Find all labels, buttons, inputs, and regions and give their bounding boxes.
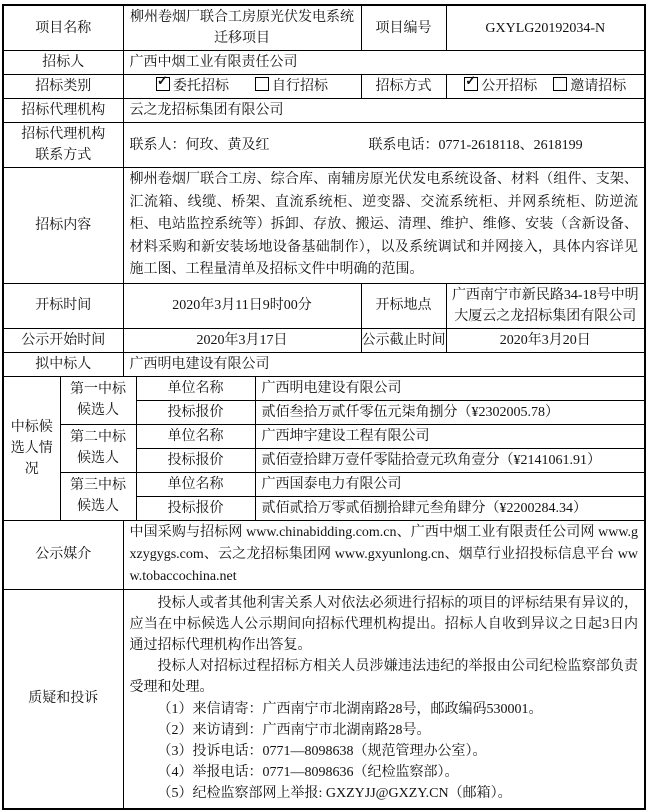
- opening-place-value: 广西南宁市新民路34-18号中明大厦云之龙招标集团有限公司: [446, 283, 645, 328]
- candidate-1-name-value: 广西明电建设有限公司: [255, 376, 645, 400]
- proposed-winner-value: 广西明电建设有限公司: [123, 352, 645, 376]
- complaint-paragraph: 投标人或者其他利害关系人对依法必须进行招标的项目的评标结果有异议的，应当在中标候选人公示期间向招标代理机构提出。招标人自收到异议之日起3日内通过招标代理机构作出答复。: [129, 595, 639, 653]
- bid-content-label: 招标内容: [3, 168, 123, 284]
- complaint-item: （5）纪检监察部网上举报: GXZYJJ@GXZY.CN（邮箱）。: [157, 786, 512, 802]
- bid-category-option-self: 自行招标: [255, 76, 328, 97]
- complaint-item: （2）来访请到：广西南宁市北湖南路28号。: [157, 722, 431, 738]
- complaint-value: [123, 589, 645, 809]
- media-value: 中国采购与招标网 www.chinabidding.com.cn、广西中烟工业有限责任公司网 www.gxzygygs.com、云之龙招标集团网 www.gxyunlong.cn、烟草行业招投标信息平台 www.tobaccochina.net: [123, 520, 645, 589]
- complaint-item: （3）投诉电话：0771—8098638（规范管理办公室）。: [157, 743, 487, 759]
- complaint-label: 质疑和投诉: [3, 589, 123, 809]
- complaint-item: （4）举报电话：0771—8098636（纪检监察部）。: [157, 765, 459, 781]
- candidate-2-rank: 第二中标候选人: [60, 424, 136, 472]
- row-bid-type: [3, 75, 645, 99]
- project-name-label: 项目名称: [3, 5, 123, 51]
- publicity-start-value: 2020年3月17日: [123, 328, 361, 352]
- checkbox-checked-icon: [464, 77, 478, 91]
- bid-category-label: 招标类别: [3, 75, 123, 99]
- publicity-start-label: 公示开始时间: [3, 328, 123, 352]
- agency-label: 招标代理机构: [3, 99, 123, 123]
- row-candidate-3-name: [3, 472, 645, 496]
- candidate-3-name-value: 广西国泰电力有限公司: [255, 472, 645, 496]
- publicity-end-label: 公示截止时间: [361, 328, 446, 352]
- opening-time-value: 2020年3月11日9时00分: [123, 283, 361, 328]
- media-label: 公示媒介: [3, 520, 123, 589]
- bid-method-option-open: ✓ 公开招标: [464, 76, 537, 97]
- proposed-winner-label: 拟中标人: [3, 352, 123, 376]
- contact-phone: 联系电话：0771-2618118、2618199: [368, 137, 583, 153]
- opening-time-label: 开标时间: [3, 283, 123, 328]
- complaint-paragraph: 投标人对招标过程招标方相关人员涉嫌违法违纪的举报由公司纪检监察部负责受理和处理。: [129, 659, 639, 696]
- bid-method-label: 招标方式: [361, 75, 446, 99]
- publicity-end-value: 2020年3月20日: [446, 328, 645, 352]
- candidates-section-label: 中标候选人情况: [3, 376, 60, 520]
- row-media: [3, 520, 645, 589]
- project-name-value: 柳州卷烟厂联合工房原光伏发电系统迁移项目: [123, 5, 361, 51]
- row-project: [3, 5, 645, 51]
- candidate-1-rank: 第一中标候选人: [60, 376, 136, 424]
- checkbox-unchecked-icon: [255, 77, 269, 91]
- row-opening: [3, 283, 645, 328]
- contact-person: 联系人：何玫、黄及红: [129, 137, 270, 153]
- row-candidate-1-name: [3, 376, 645, 400]
- candidate-3-rank: 第三中标候选人: [60, 472, 136, 520]
- candidate-3-price-label: 投标报价: [136, 496, 255, 520]
- candidate-3-name-label: 单位名称: [136, 472, 255, 496]
- candidate-2-price-label: 投标报价: [136, 448, 255, 472]
- project-number-label: 项目编号: [361, 5, 446, 51]
- agency-contact-label: 招标代理机构 联系方式: [3, 123, 123, 168]
- row-agency-contact: [3, 123, 645, 168]
- checkbox-checked-icon: [156, 77, 170, 91]
- row-candidate-2-name: [3, 424, 645, 448]
- agency-contact-value: [123, 123, 645, 168]
- candidate-2-price-value: 贰佰壹拾肆万壹仟零陆拾壹元玖角壹分（¥2141061.91）: [255, 448, 645, 472]
- tenderer-value: 广西中烟工业有限责任公司: [123, 51, 645, 75]
- agency-value: 云之龙招标集团有限公司: [123, 99, 645, 123]
- row-bid-content: [3, 168, 645, 284]
- bid-announcement-table: [2, 4, 646, 810]
- opening-place-label: 开标地点: [361, 283, 446, 328]
- candidate-1-price-value: 贰佰叁拾万贰仟零伍元柒角捌分（¥2302005.78）: [255, 400, 645, 424]
- complaint-item: （1）来信请寄：广西南宁市北湖南路28号，邮政编码530001。: [157, 701, 543, 717]
- candidate-3-price-value: 贰佰贰拾万零贰佰捌拾肆元叁角肆分（¥2200284.34）: [255, 496, 645, 520]
- bid-content-value: 柳州卷烟厂联合工房、综合库、南辅房原光伏发电系统设备、材料（组件、支架、汇流箱、线缆、桥架、直流系统柜、逆变器、交流系统柜、并网系统柜、防逆流柜、电站监控系统等）拆卸、存放、搬运、清理、维护、维修、安装（含新设备、材料采购和新安装场地设备基础制作），以及系统调试和并网接入，具体内容详见施工图、工程量清单及招标文件中明确的范围。: [123, 168, 645, 284]
- bid-method-option-invite: 邀请招标: [553, 76, 626, 97]
- bid-category-options: [123, 75, 361, 99]
- row-proposed-winner: [3, 352, 645, 376]
- row-tenderer: [3, 51, 645, 75]
- row-complaint: [3, 589, 645, 809]
- tenderer-label: 招标人: [3, 51, 123, 75]
- candidate-1-name-label: 单位名称: [136, 376, 255, 400]
- bid-category-option-entrusted: ✓ 委托招标: [156, 76, 229, 97]
- row-agency: [3, 99, 645, 123]
- candidate-2-name-value: 广西坤宇建设工程有限公司: [255, 424, 645, 448]
- checkbox-unchecked-icon: [553, 77, 567, 91]
- candidate-1-price-label: 投标报价: [136, 400, 255, 424]
- project-number-value: GXYLG20192034-N: [446, 5, 645, 51]
- row-publicity: [3, 328, 645, 352]
- candidate-2-name-label: 单位名称: [136, 424, 255, 448]
- bid-method-options: [446, 75, 645, 99]
